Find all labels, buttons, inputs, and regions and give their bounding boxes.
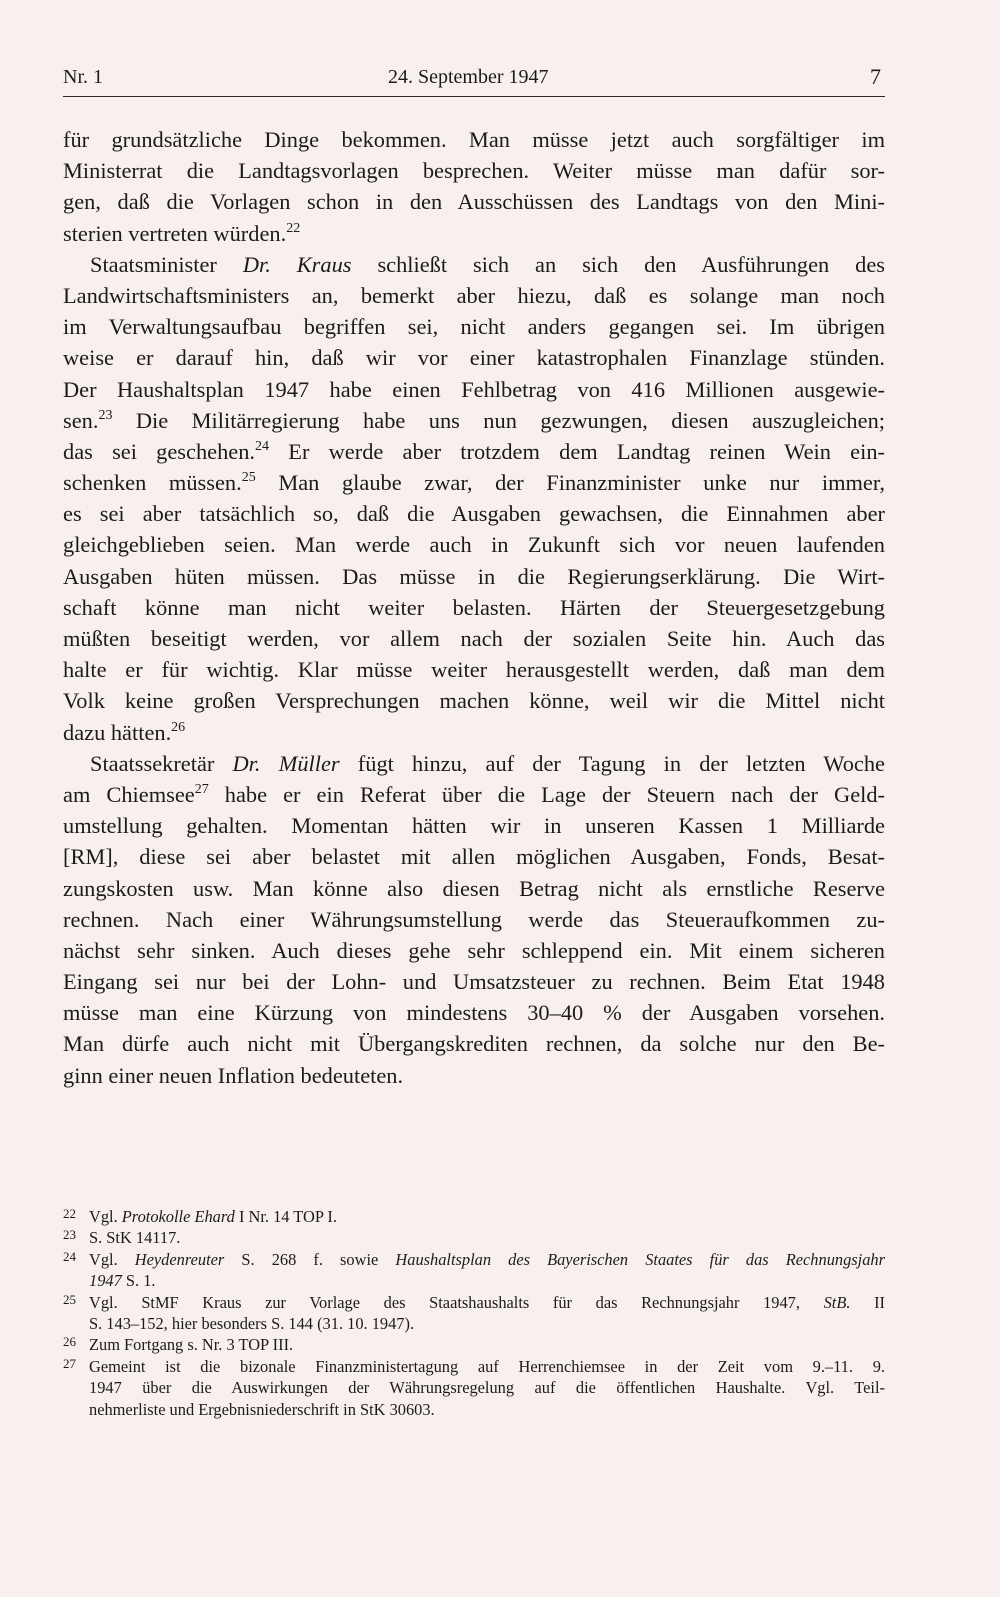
text-line: Landwirtschaftsministers an, bemerkt aber hiezu, daß es solange man noch: [63, 282, 885, 308]
text-line: im Verwaltungsaufbau begriffen sei, nicht anders gegangen sei. Im übrigen: [63, 314, 885, 340]
paragraph-1: [63, 124, 885, 249]
text-span: habe er ein Referat über die Lage der Steuern nach der Geld-: [208, 781, 886, 807]
text-line: müsse man eine Kürzung von mindestens 30–40 % der Ausgaben vorsehen.: [63, 1000, 885, 1026]
text-line: [63, 249, 885, 280]
text-span: fügt hinzu, auf der Tagung in der letzten Woche: [339, 750, 885, 776]
footnote-26: [63, 1334, 885, 1355]
text-line: für grundsätzliche Dinge bekommen. Man müsse jetzt auch sorgfältiger im: [63, 127, 885, 152]
speaker-title: Dr.: [232, 750, 261, 776]
text-line: halte er für wichtig. Klar müsse weiter herausgestellt werden, daß man dem: [63, 657, 885, 683]
text-line: gleichgeblieben seien. Man werde auch in Zukunft sich vor neuen laufenden: [63, 532, 885, 558]
page-number: 7: [870, 64, 881, 89]
footnote-23: [63, 1227, 885, 1248]
text-line: Eingang sei nur bei der Lohn- und Umsatzsteuer zu rechnen. Beim Etat 1948: [63, 969, 885, 995]
text-span: sterien vertreten würden.: [63, 220, 287, 246]
text-line: [63, 779, 885, 810]
text-line: Der Haushaltsplan 1947 habe einen Fehlbetrag von 416 Millionen ausgewie-: [63, 376, 885, 402]
footnote-text: S. StK 14117.: [89, 1228, 181, 1248]
footnote-ref: 23: [98, 407, 113, 423]
text-line: gen, daß die Vorlagen schon in den Ausschüssen des Landtags von den Mini-: [63, 189, 885, 215]
text-span: Vgl.: [89, 1249, 135, 1269]
text-line: [63, 748, 885, 779]
text-line: müßten beseitigt werden, vor allem nach der sozialen Seite hin. Auch das: [63, 626, 885, 651]
text-line: [RM], diese sei aber belastet mit allen möglichen Ausgaben, Fonds, Besat-: [63, 844, 885, 870]
footnote-text: Zum Fortgang s. Nr. 3 TOP III.: [89, 1335, 294, 1355]
footnote-22: [63, 1206, 885, 1227]
footnote-number: 26: [63, 1334, 76, 1350]
text-span: Staatssekretär: [90, 750, 233, 776]
text-line: schaft könne man nicht weiter belasten. Härten der Steuergesetzgebung: [63, 594, 885, 620]
speaker-title: Dr.: [242, 251, 271, 277]
source-title: StB.: [823, 1292, 851, 1312]
footnote-number: 23: [63, 1227, 76, 1243]
text-line: Ministerrat die Landtagsvorlagen besprechen. Weiter müsse man dafür sor-: [63, 158, 885, 184]
footnote-ref: 27: [194, 781, 209, 797]
text-line: Volk keine großen Versprechungen machen könne, weil wir die Mittel nicht: [63, 688, 885, 714]
text-line: [63, 436, 885, 467]
footnote-number: 22: [63, 1206, 76, 1221]
footnote-line: Gemeint ist die bizonale Finanzministertagung auf Herrenchiemsee in der Zeit vom 9.–11. 9.: [89, 1356, 885, 1376]
text-span: Vgl.: [89, 1207, 122, 1226]
text-span: Er werde aber trotzdem dem Landtag reinen Wein ein-: [269, 438, 885, 464]
text-span: schließt sich an sich den Ausführungen des: [351, 251, 885, 277]
text-line: Man dürfe auch nicht mit Übergangskrediten rechnen, da solche nur den Be-: [63, 1031, 885, 1057]
text-line: umstellung gehalten. Momentan hätten wir in unseren Kassen 1 Milliarde: [63, 813, 885, 839]
footnote-number: 24: [63, 1248, 76, 1264]
text-line: [63, 218, 885, 249]
text-span: Die Militärregierung habe uns nun gezwungen, diesen auszugleichen;: [112, 407, 885, 433]
footnotes: [63, 1206, 885, 1420]
footnote-number: 25: [63, 1291, 76, 1307]
footnote-ref: 22: [286, 220, 301, 236]
text-span: dazu hätten.: [63, 719, 172, 745]
text-span: S. 268 f. sowie: [224, 1249, 396, 1269]
footnote-line: [89, 1270, 885, 1291]
text-span: schenken müssen.: [63, 470, 242, 496]
footnote-text: [89, 1292, 885, 1335]
footnote-line: S. 143–152, hier besonders S. 144 (31. 10. 1947).: [89, 1314, 415, 1334]
text-line: es sei aber tatsächlich so, daß die Ausgaben gewachsen, die Einnahmen aber: [63, 501, 885, 527]
footnote-ref: 25: [241, 470, 256, 486]
text-span: das sei geschehen.: [63, 438, 256, 464]
document-number: Nr. 1: [63, 66, 103, 88]
footnote-line: [89, 1292, 885, 1313]
text-span: Staatsminister: [90, 251, 243, 277]
text-line: [63, 405, 885, 436]
footnote-text: [89, 1206, 885, 1227]
speaker-name: Kraus: [296, 251, 352, 277]
text-span: am Chiemsee: [63, 781, 195, 807]
footnote-ref: 24: [255, 438, 270, 454]
text-span: Man glaube zwar, der Finanzminister unke nur immer,: [255, 470, 885, 496]
text-line: weise er darauf hin, daß wir vor einer katastrophalen Finanzlage stünden.: [63, 345, 885, 371]
text-line: rechnen. Nach einer Währungsumstellung werde das Steueraufkommen zu-: [63, 906, 885, 932]
footnote-25: [63, 1292, 885, 1335]
text-line: nächst sehr sinken. Auch dieses gehe sehr schleppend ein. Mit einem sicheren: [63, 937, 885, 963]
footnote-line: 1947 über die Auswirkungen der Währungsregelung auf die öffentlichen Haushalte. Vgl. Teil-: [89, 1378, 885, 1398]
footnote-ref: 26: [171, 719, 186, 735]
text-line: ginn einer neuen Inflation bedeuteten.: [63, 1062, 404, 1088]
footnote-27: [63, 1356, 885, 1420]
footnote-number: 27: [63, 1355, 76, 1371]
source-title: 1947: [89, 1271, 122, 1291]
footnote-24: [63, 1249, 885, 1292]
text-line: [63, 467, 885, 498]
main-text: [63, 124, 885, 1091]
text-line: Ausgaben hüten müssen. Das müsse in die Regierungserklärung. Die Wirt-: [63, 563, 885, 589]
paragraph-3: [63, 748, 885, 1091]
paragraph-2: [63, 249, 885, 748]
text-span: Vgl. StMF Kraus zur Vorlage des Staatshaushalts für das Rechnungsjahr 1947,: [89, 1292, 824, 1312]
footnote-text: [89, 1356, 885, 1420]
speaker-name: Müller: [278, 750, 340, 776]
text-line: [63, 717, 885, 748]
footnote-line: nehmerliste und Ergebnisniederschrift in StK 30603.: [89, 1399, 435, 1419]
footnote-line: [89, 1249, 885, 1270]
text-span: I Nr. 14 TOP I.: [234, 1207, 337, 1226]
header-date: 24. September 1947: [388, 66, 549, 88]
text-span: S. 1.: [121, 1271, 156, 1291]
source-title: Heydenreuter: [134, 1249, 225, 1269]
text-span: sen.: [63, 407, 99, 433]
running-header: [63, 62, 885, 97]
text-span: II: [850, 1292, 885, 1312]
source-title: Haushaltsplan des Bayerischen Staates für das Rechnungsjahr: [395, 1249, 885, 1269]
footnote-text: [89, 1249, 885, 1292]
source-title: Protokolle Ehard: [121, 1207, 235, 1226]
text-line: zungskosten usw. Man könne also diesen Betrag nicht als ernstliche Reserve: [63, 875, 885, 901]
